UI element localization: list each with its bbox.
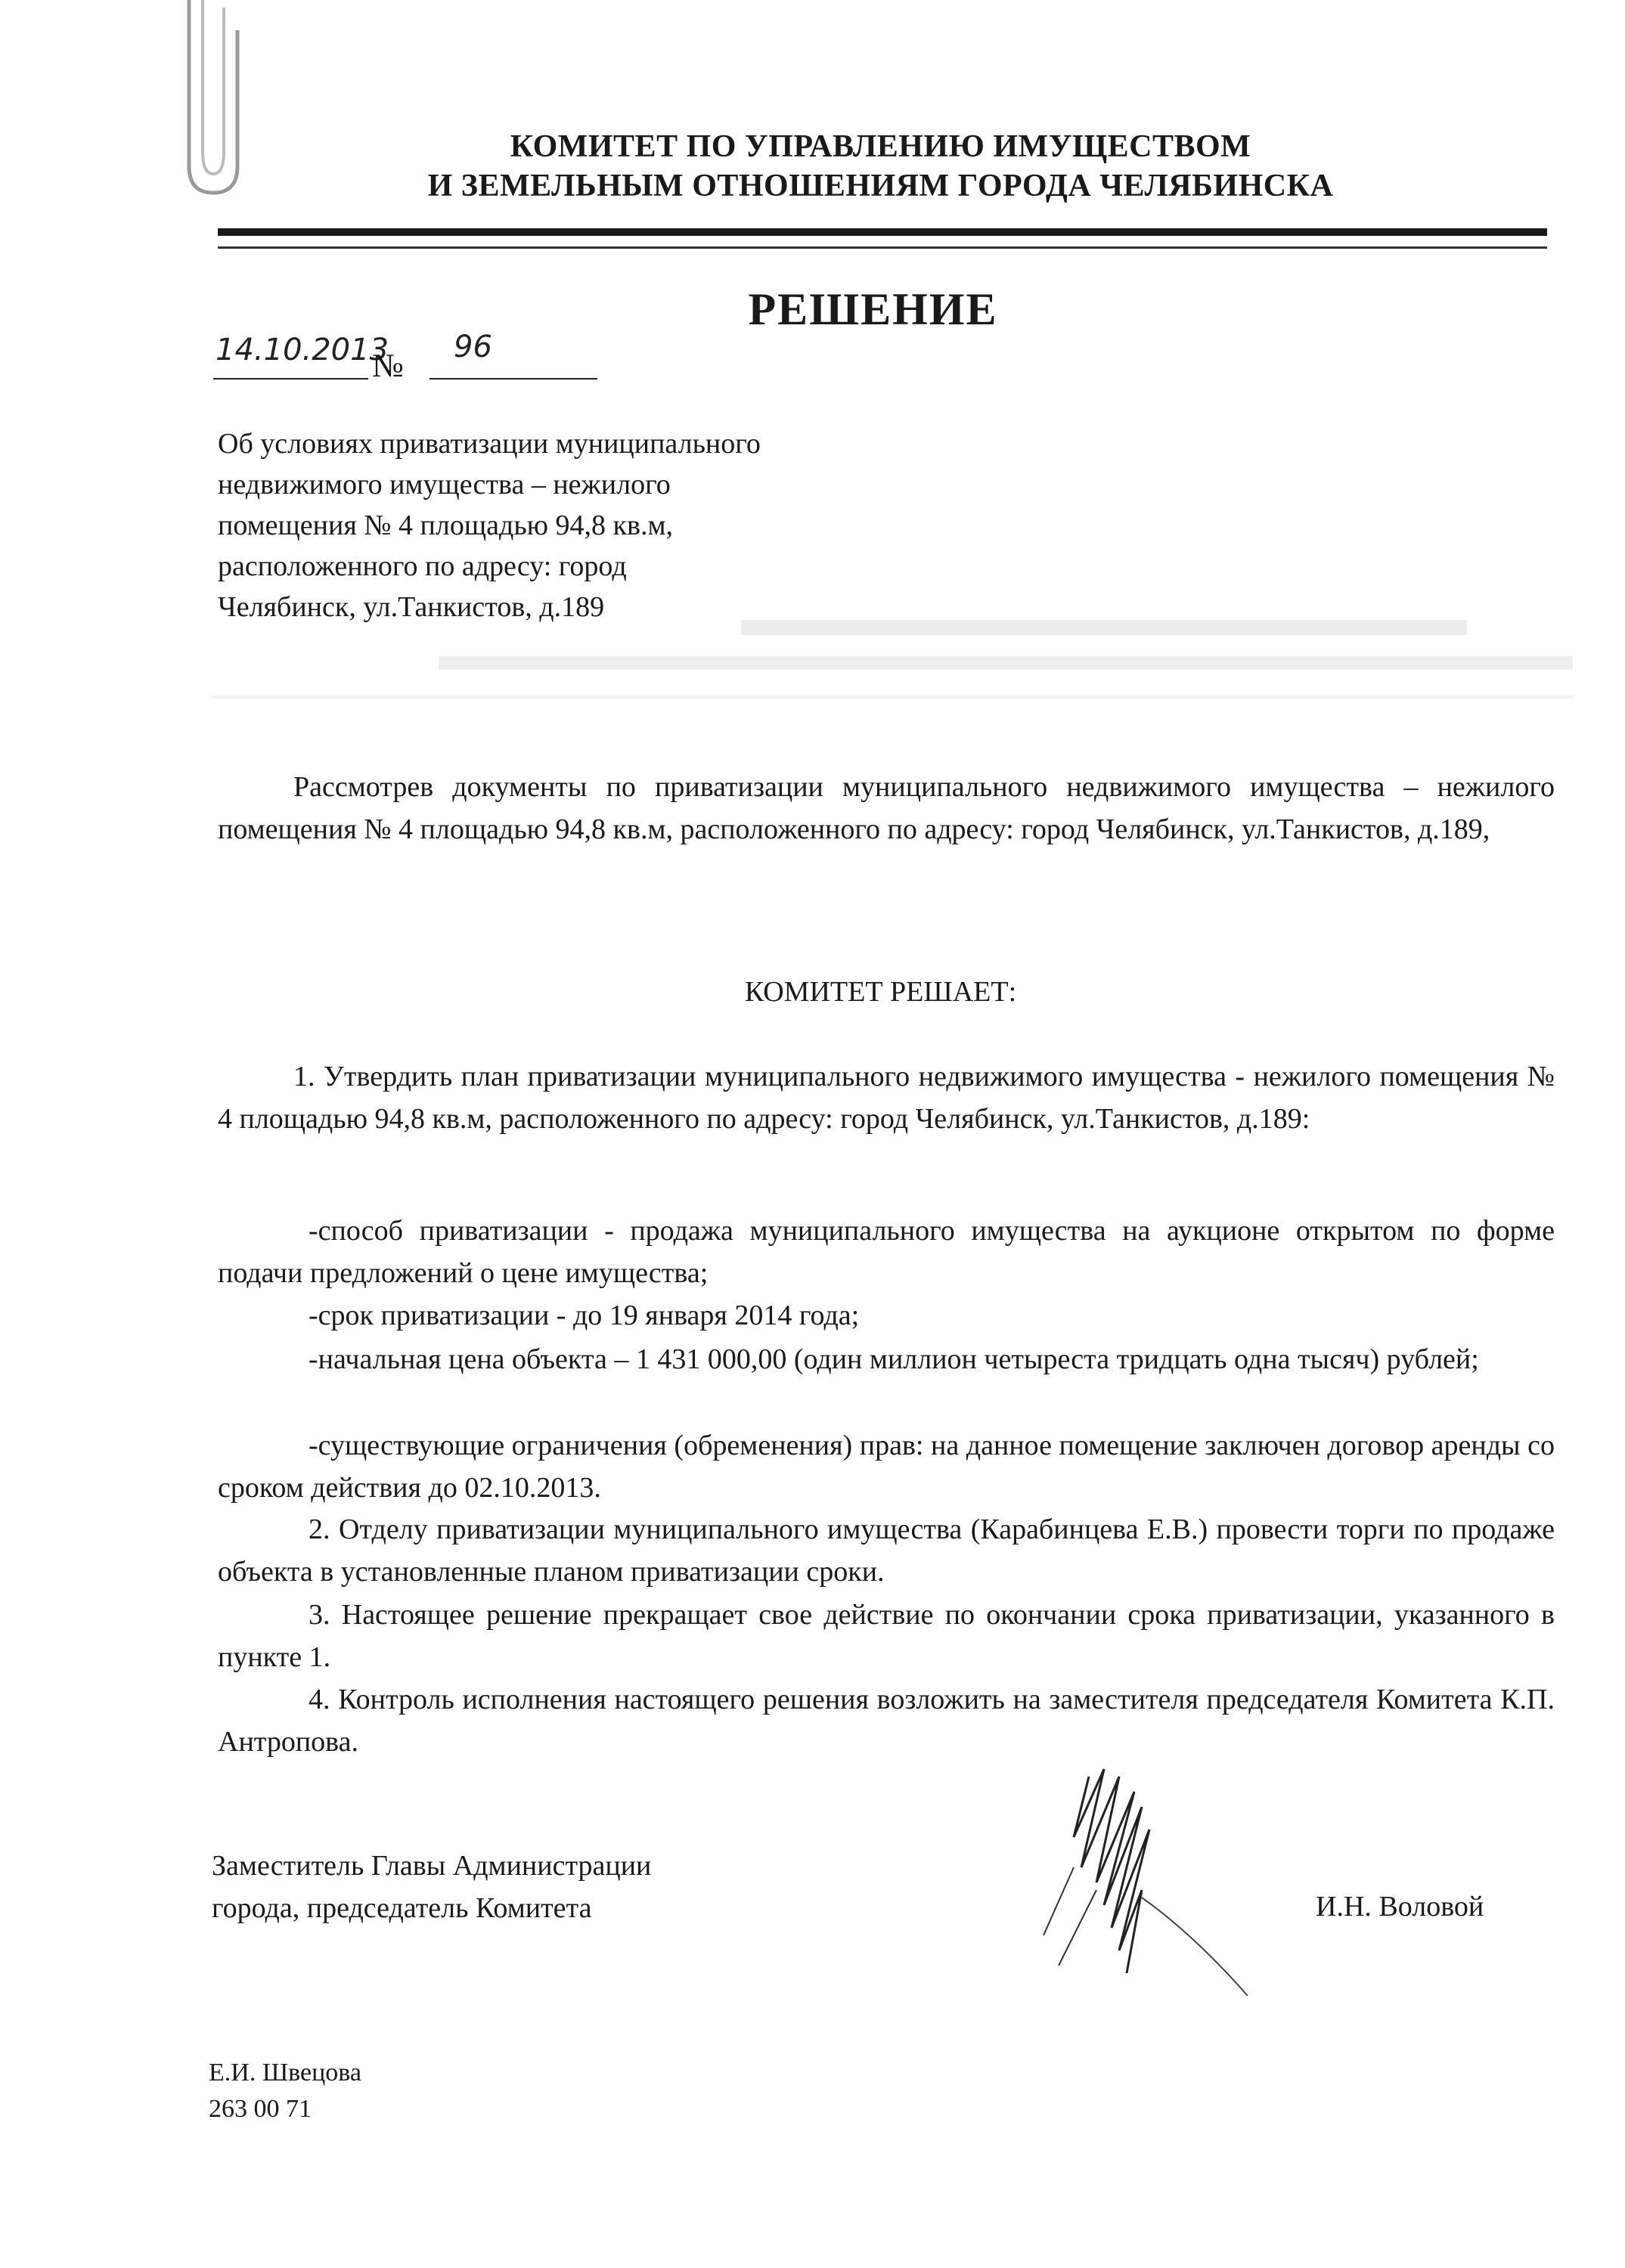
decision-item-4: 4. Контроль исполнения настоящего решения возложить на заместителя председателя Комитета К.П. Антропова. bbox=[218, 1684, 1555, 1758]
header-rule-thin bbox=[218, 246, 1547, 249]
decision-item-3: 3. Настоящее решение прекращает свое действие по окончании срока приватизации, указанного в пункте 1. bbox=[218, 1599, 1555, 1673]
decision-subitem-term: -срок приватизации - до 19 января 2014 года; bbox=[309, 1300, 860, 1331]
number-sign: № bbox=[372, 347, 404, 384]
document-title: РЕШЕНИЕ bbox=[748, 284, 998, 334]
subject-block bbox=[218, 423, 898, 627]
decision-item-1: 1. Утвердить план приватизации муниципального недвижимого имущества - нежилого помещения № 4 площадью 94,8 кв.м, расположенного по адресу: город Челябинск, ул.Танкистов, д.189: bbox=[218, 1061, 1555, 1135]
committee-name bbox=[68, 127, 1625, 206]
executor-name: Е.И. Швецова bbox=[209, 2059, 361, 2087]
subject-line: Об условиях приватизации муниципального bbox=[218, 428, 761, 460]
committee-decides-heading: КОМИТЕТ РЕШАЕТ: bbox=[744, 976, 1017, 1008]
subject-line: помещения № 4 площадью 94,8 кв.м, bbox=[218, 510, 673, 541]
signatory-position bbox=[212, 1845, 651, 1929]
preamble-paragraph: Рассмотрев документы по приватизации муниципального недвижимого имущества – нежилого помещения № 4 площадью 94,8 кв.м, расположенного по адресу: город Челябинск, ул.Танкистов, д.189, bbox=[218, 771, 1555, 845]
signatory-name: И.Н. Воловой bbox=[1316, 1891, 1484, 1923]
handwritten-number: 96 bbox=[454, 330, 492, 364]
handwritten-date: 14.10.2013 bbox=[216, 333, 389, 367]
date-underline bbox=[213, 378, 368, 380]
number-underline bbox=[430, 378, 597, 380]
header-rule-thick bbox=[218, 228, 1547, 236]
handwritten-signature bbox=[1028, 1746, 1255, 1996]
bleed-through-shadow bbox=[212, 605, 1573, 726]
decision-subitem-restrictions: -существующие ограничения (обременения) прав: на данное помещение заключен договор аренды со сроком действия до 02.10.2013. bbox=[218, 1430, 1555, 1504]
subject-line: Челябинск, ул.Танкистов, д.189 bbox=[218, 591, 605, 623]
decision-subitem-price: -начальная цена объекта – 1 431 000,00 (один миллион четыреста тридцать одна тысяч) рублей; bbox=[309, 1343, 1479, 1375]
committee-name-line1: КОМИТЕТ ПО УПРАВЛЕНИЮ ИМУЩЕСТВОМ bbox=[510, 129, 1251, 164]
signatory-position-line2: города, председатель Комитета bbox=[212, 1892, 592, 1924]
committee-name-line2: И ЗЕМЕЛЬНЫМ ОТНОШЕНИЯМ ГОРОДА ЧЕЛЯБИНСКА bbox=[427, 169, 1334, 203]
subject-line: недвижимого имущества – нежилого bbox=[218, 469, 671, 500]
decision-item-2: 2. Отделу приватизации муниципального имущества (Карабинцева Е.В.) провести торги по продаже объекта в установленные планом приватизации сроки. bbox=[218, 1514, 1555, 1588]
decision-subitem-method: -способ приватизации - продажа муниципального имущества на аукционе открытом по форме подачи предложений о цене имущества; bbox=[218, 1215, 1555, 1289]
subject-line: расположенного по адресу: город bbox=[218, 550, 627, 582]
executor-phone: 263 00 71 bbox=[209, 2095, 312, 2123]
signatory-position-line1: Заместитель Главы Администрации bbox=[212, 1850, 652, 1882]
executor-block bbox=[209, 2055, 361, 2127]
